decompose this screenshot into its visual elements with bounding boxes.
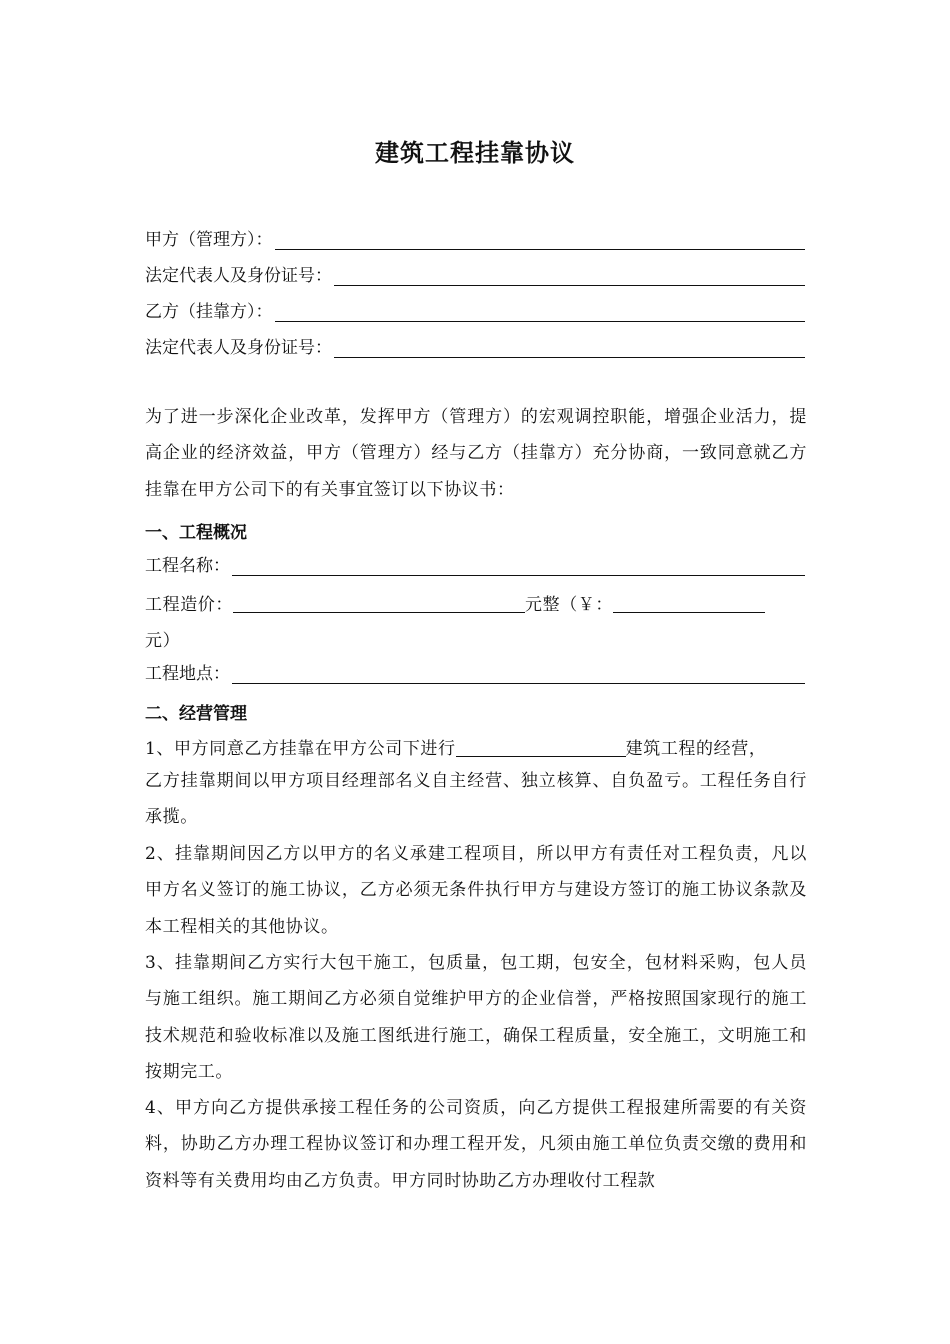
amount-close-row [145, 626, 180, 651]
project-location-blank[interactable] [232, 665, 805, 684]
project-name-label: 工程名称： [145, 556, 230, 576]
section-2-heading: 二、经营管理 [145, 704, 247, 724]
party-b-rep-field[interactable] [145, 334, 805, 358]
item-1-blank[interactable] [456, 738, 626, 757]
amount-close-text: 元） [145, 631, 181, 651]
section-1-heading: 一、工程概况 [145, 523, 247, 543]
project-cost-blank[interactable] [233, 594, 525, 613]
party-b-label: 乙方（挂靠方）： [145, 302, 273, 322]
item-1-prefix: 1、甲方同意乙方挂靠在甲方公司下进行 [145, 739, 456, 759]
project-name-field[interactable] [145, 552, 805, 576]
item-2-paragraph: 2、挂靠期间因乙方以甲方的名义承建工程项目，所以甲方有责任对工程负责，凡以甲方名义签订的施工协议，乙方必须无条件执行甲方与建设方签订的施工协议条款及本工程相关的其他协议。 [145, 844, 807, 937]
item-4-paragraph: 4、甲方向乙方提供承接工程任务的公司资质，向乙方提供工程报建所需要的有关资料，协助乙方办理工程协议签订和办理工程开发，凡须由施工单位负责交缴的费用和资料等有关费用均由乙方负责。甲方同时协助乙方办理收付工程款 [145, 1098, 807, 1191]
party-b-rep-blank[interactable] [334, 339, 805, 358]
amount-suffix: 元整（￥： [525, 595, 613, 615]
party-a-rep-blank[interactable] [334, 267, 805, 286]
project-cost-row [145, 590, 765, 615]
project-cost-label: 工程造价： [145, 595, 233, 615]
item-1-first-line [145, 734, 766, 759]
party-a-blank[interactable] [275, 231, 806, 250]
project-name-blank[interactable] [232, 557, 805, 576]
party-a-field[interactable] [145, 226, 805, 250]
party-b-field[interactable] [145, 298, 805, 322]
party-a-label: 甲方（管理方）： [145, 230, 273, 250]
item-3-paragraph: 3、挂靠期间乙方实行大包干施工，包质量，包工期，包安全，包材料采购，包人员与施工组织。施工期间乙方必须自觉维护甲方的企业信誉，严格按照国家现行的施工技术规范和验收标准以及施工图纸进行施工，确保工程质量，安全施工，文明施工和按期完工。 [145, 953, 807, 1082]
project-location-label: 工程地点： [145, 664, 230, 684]
party-a-rep-field[interactable] [145, 262, 805, 286]
item-1-suffix: 建筑工程的经营， [625, 739, 767, 759]
amount-numeric-blank[interactable] [613, 594, 765, 613]
preamble-paragraph: 为了进一步深化企业改革，发挥甲方（管理方）的宏观调控职能，增强企业活力，提高企业的经济效益，甲方（管理方）经与乙方（挂靠方）充分协商，一致同意就乙方挂靠在甲方公司下的有关事宜签订以下协议书： [145, 407, 807, 500]
party-b-blank[interactable] [275, 303, 806, 322]
party-b-rep-label: 法定代表人及身份证号： [145, 338, 332, 358]
item-1-paragraph: 乙方挂靠期间以甲方项目经理部名义自主经营、独立核算、自负盈亏。工程任务自行承揽。 [145, 771, 807, 828]
document-title: 建筑工程挂靠协议 [375, 139, 575, 167]
project-location-field[interactable] [145, 660, 805, 684]
party-a-rep-label: 法定代表人及身份证号： [145, 266, 332, 286]
